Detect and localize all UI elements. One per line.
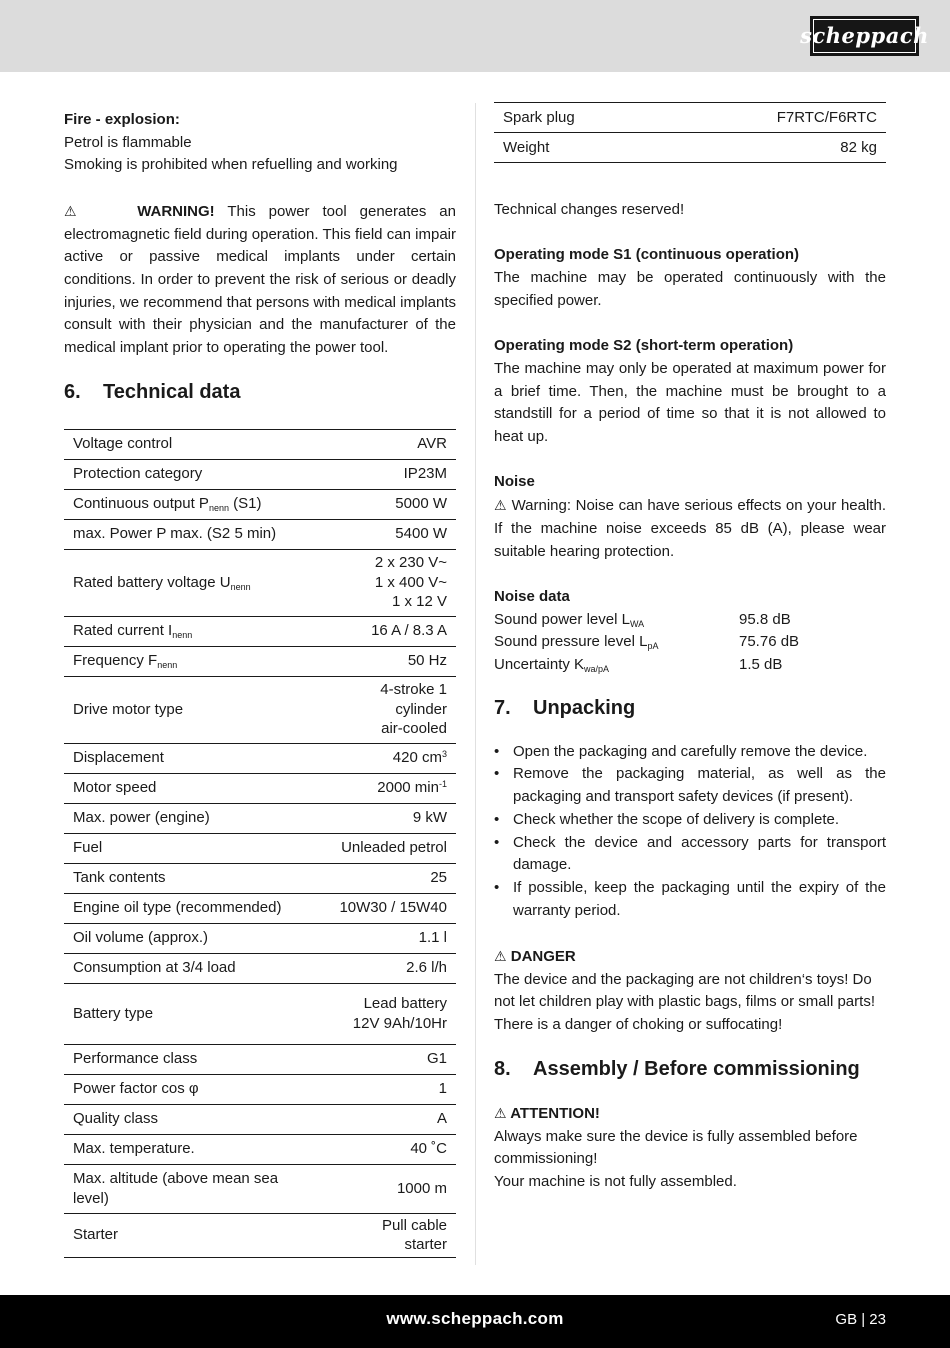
section-6-heading bbox=[64, 379, 456, 405]
technical-data-table-continued bbox=[494, 102, 886, 163]
spec-label-text: Starter bbox=[73, 1226, 119, 1244]
spec-value-text: 16 A / 8.3 A bbox=[371, 622, 447, 640]
spec-value bbox=[326, 773, 456, 803]
spec-value-line: 1 x 12 V bbox=[391, 593, 447, 611]
spec-row bbox=[64, 1134, 456, 1164]
spec-label-text: Drive motor type bbox=[73, 700, 184, 718]
spec-value bbox=[326, 429, 456, 459]
warning-triangle-icon: ⚠ bbox=[494, 497, 507, 514]
spec-row bbox=[64, 519, 456, 549]
spec-label bbox=[64, 743, 326, 773]
s2-title: Operating mode S2 (short-term operation) bbox=[494, 337, 794, 355]
noise-label-subscript: wa/pA bbox=[584, 664, 610, 674]
spec-row bbox=[64, 646, 456, 676]
spec-value-text: 2000 min bbox=[377, 779, 439, 797]
spec-value bbox=[326, 1074, 456, 1104]
spec-row bbox=[64, 1074, 456, 1104]
spec-label-text: Weight bbox=[503, 138, 550, 156]
spec-label-text: Performance class bbox=[73, 1050, 198, 1068]
spec-label-subscript: nenn bbox=[172, 630, 193, 641]
attention-label: ATTENTION! bbox=[510, 1104, 600, 1122]
unpacking-item: • Check the device and accessory parts for transport damage. bbox=[494, 832, 886, 877]
spec-value-line: Lead battery bbox=[363, 995, 447, 1013]
spec-value-text: 2.6 l/h bbox=[406, 959, 447, 977]
spec-row bbox=[64, 1044, 456, 1074]
spec-label bbox=[64, 923, 326, 953]
spec-label bbox=[64, 863, 326, 893]
spec-label bbox=[494, 103, 663, 133]
spec-label bbox=[64, 549, 326, 616]
spec-row bbox=[64, 743, 456, 773]
unpacking-item: • Open the packaging and carefully remove the device. bbox=[494, 741, 886, 764]
website-link[interactable]: www.scheppach.com bbox=[386, 1309, 564, 1328]
spec-label-text: Displacement bbox=[73, 749, 164, 767]
spec-value-line: 12V 9Ah/10Hr bbox=[352, 1014, 447, 1032]
right-column bbox=[494, 102, 886, 1194]
spec-label bbox=[64, 833, 326, 863]
spec-value-text: 5400 W bbox=[395, 525, 447, 543]
spec-label-text: Battery type bbox=[73, 1004, 154, 1022]
spec-value-text: F7RTC/F6RTC bbox=[776, 108, 877, 126]
spec-row bbox=[64, 489, 456, 519]
spec-value bbox=[326, 459, 456, 489]
technical-changes-note: Technical changes reserved! bbox=[494, 201, 685, 218]
spec-row bbox=[64, 549, 456, 616]
spec-label bbox=[64, 983, 326, 1044]
spec-label bbox=[64, 1213, 326, 1257]
spec-label bbox=[64, 1164, 326, 1213]
noise-data-title: Noise data bbox=[494, 587, 570, 605]
warning-triangle-icon: ⚠ bbox=[494, 948, 507, 965]
spec-label bbox=[64, 489, 326, 519]
spec-row bbox=[64, 459, 456, 489]
spec-label-subscript: nenn bbox=[208, 503, 229, 514]
spec-value-text: 420 cm bbox=[392, 749, 442, 767]
spec-label-text: Oil volume (approx.) bbox=[73, 929, 209, 947]
noise-data-value: 1.5 dB bbox=[739, 656, 783, 673]
spec-label bbox=[64, 893, 326, 923]
section-title: Assembly / Before commissioning bbox=[533, 1057, 860, 1080]
spec-label-text: Engine oil type (recommended) bbox=[73, 899, 282, 917]
section-title: Technical data bbox=[103, 380, 241, 403]
warning-text: This power tool generates an electromagnetic field during operation. This field can impair active or passive medical implants under certain conditions. In order to prevent the risk of serious or deadly injuries, we recommend that persons with medical implants consult with their physician and the manufacturer of the medical implant prior to operating the power tool. bbox=[64, 202, 456, 357]
spec-value bbox=[326, 646, 456, 676]
spec-value bbox=[326, 1104, 456, 1134]
spec-row bbox=[64, 676, 456, 743]
s1-text: The machine may be operated continuously with the specified power. bbox=[494, 269, 886, 309]
danger-heading bbox=[494, 945, 886, 969]
spec-value-text: 5000 W bbox=[395, 495, 447, 513]
attention-line-2: Your machine is not fully assembled. bbox=[494, 1172, 737, 1190]
spec-value bbox=[663, 133, 886, 163]
spec-label bbox=[64, 519, 326, 549]
spec-row bbox=[64, 863, 456, 893]
spec-label-text: Protection category bbox=[73, 465, 203, 483]
spec-row bbox=[64, 429, 456, 459]
spec-value-text: 10W30 / 15W40 bbox=[339, 899, 447, 917]
spec-row bbox=[494, 133, 886, 163]
section-number: 6. bbox=[64, 380, 81, 403]
spec-label-text: max. Power P max. (S2 5 min) bbox=[73, 525, 277, 543]
noise-data-value: 95.8 dB bbox=[739, 610, 791, 628]
spec-row bbox=[64, 1213, 456, 1257]
spec-value-text: 1000 m bbox=[396, 1179, 447, 1197]
spec-value bbox=[326, 549, 456, 616]
spec-label-text: Max. altitude (above mean sea level) bbox=[73, 1170, 279, 1207]
s2-text: The machine may only be operated at maximum power for a brief time. Then, the machine must be brought to a standstill for a period of time so that it is not allowed to heat up. bbox=[494, 359, 886, 445]
noise-data-list bbox=[494, 609, 886, 677]
spec-label-text: Frequency F bbox=[73, 652, 158, 670]
spec-value bbox=[326, 616, 456, 646]
spec-label-text: Quality class bbox=[73, 1110, 159, 1128]
spec-value bbox=[326, 676, 456, 743]
noise-data-label bbox=[494, 609, 739, 632]
attention-line-1: Always make sure the device is fully assembled before commissioning! bbox=[494, 1127, 858, 1168]
spec-label bbox=[64, 676, 326, 743]
noise-data-label bbox=[494, 631, 739, 654]
spec-label bbox=[64, 646, 326, 676]
spec-value-text: 1 bbox=[438, 1080, 447, 1098]
section-number: 8. bbox=[494, 1057, 511, 1080]
spec-label bbox=[494, 133, 663, 163]
spec-label-subscript: nenn bbox=[230, 581, 251, 592]
spec-value-text: G1 bbox=[426, 1050, 447, 1068]
spec-label bbox=[64, 1044, 326, 1074]
spec-value-superscript: -1 bbox=[438, 779, 447, 790]
page-number: GB | 23 bbox=[835, 1311, 886, 1328]
spec-row bbox=[64, 1164, 456, 1213]
spec-value bbox=[326, 803, 456, 833]
spec-value-line: 4-stroke 1 bbox=[380, 681, 447, 699]
spec-value-text: Unleaded petrol bbox=[341, 839, 447, 857]
unpacking-item: • Remove the packaging material, as well as the packaging and transport safety devices (if present). bbox=[494, 763, 886, 808]
spec-label-text: Motor speed bbox=[73, 779, 157, 797]
section-title: Unpacking bbox=[533, 696, 636, 719]
spec-value-text: 1.1 l bbox=[418, 929, 447, 947]
spec-value bbox=[326, 519, 456, 549]
spec-value-text: 50 Hz bbox=[407, 652, 447, 670]
spec-value-text: 9 kW bbox=[412, 809, 447, 827]
noise-data-row bbox=[494, 631, 886, 654]
spec-value-text: 40 ˚C bbox=[410, 1140, 447, 1158]
spec-label-text: Tank contents bbox=[73, 869, 166, 887]
spec-row bbox=[64, 833, 456, 863]
spec-value bbox=[326, 833, 456, 863]
spec-value-text: AVR bbox=[417, 435, 447, 453]
warning-triangle-icon: ⚠ bbox=[64, 202, 86, 219]
unpacking-item: • If possible, keep the packaging until the expiry of the warranty period. bbox=[494, 877, 886, 922]
footer-bar bbox=[0, 1295, 950, 1348]
left-column bbox=[64, 109, 456, 1258]
spec-value-text: 25 bbox=[430, 869, 447, 887]
spec-value bbox=[326, 953, 456, 983]
spec-row bbox=[64, 1104, 456, 1134]
spec-row bbox=[64, 923, 456, 953]
spec-value-text: Pull cable starter bbox=[381, 1216, 447, 1254]
noise-label-subscript: pA bbox=[647, 641, 659, 652]
spec-label-text: Rated battery voltage U bbox=[73, 573, 231, 591]
spec-row bbox=[64, 616, 456, 646]
spec-label bbox=[64, 953, 326, 983]
danger-text: The device and the packaging are not children‘s toys! Do not let children play with plastic bags, films or small parts! There is a danger of choking or suffocating! bbox=[494, 970, 875, 1034]
spec-row bbox=[64, 773, 456, 803]
spec-value bbox=[326, 1164, 456, 1213]
spec-value bbox=[663, 103, 886, 133]
spec-value-line: air-cooled bbox=[381, 720, 447, 738]
noise-data-row bbox=[494, 609, 886, 632]
spec-label-text: Voltage control bbox=[73, 435, 173, 453]
noise-label-subscript: WA bbox=[629, 618, 645, 629]
spec-row bbox=[64, 953, 456, 983]
noise-title: Noise bbox=[494, 473, 535, 491]
warning-triangle-icon: ⚠ bbox=[494, 1104, 507, 1121]
technical-data-table bbox=[64, 429, 456, 1258]
spec-row bbox=[64, 803, 456, 833]
spec-label-subscript: nenn bbox=[157, 660, 178, 671]
spec-label-text: Max. temperature. bbox=[73, 1140, 195, 1158]
spec-label-text: Continuous output P bbox=[73, 495, 209, 513]
spec-label bbox=[64, 803, 326, 833]
spec-label bbox=[64, 616, 326, 646]
danger-label: DANGER bbox=[510, 948, 576, 966]
warning-label: WARNING! bbox=[137, 202, 215, 220]
unpacking-list bbox=[494, 741, 886, 923]
noise-label-text: Sound power level L bbox=[494, 610, 630, 628]
spec-label bbox=[64, 429, 326, 459]
spec-value bbox=[326, 1044, 456, 1074]
scheppach-logo: scheppach bbox=[810, 16, 919, 56]
spec-value bbox=[326, 983, 456, 1044]
spec-label-text: Spark plug bbox=[503, 108, 575, 126]
header-bar bbox=[0, 0, 950, 72]
spec-value bbox=[326, 1134, 456, 1164]
spec-label bbox=[64, 1074, 326, 1104]
spec-value bbox=[326, 863, 456, 893]
fire-explosion-title: Fire - explosion: bbox=[64, 111, 180, 128]
noise-label-text: Sound pressure level L bbox=[494, 633, 648, 651]
spec-value-line: 1 x 400 V~ bbox=[374, 573, 447, 591]
fire-line-2: Smoking is prohibited when refuelling and working bbox=[64, 156, 398, 174]
spec-value-text: IP23M bbox=[403, 465, 447, 483]
spec-row bbox=[64, 983, 456, 1044]
spec-label bbox=[64, 459, 326, 489]
spec-label-text: Power factor cos φ bbox=[73, 1080, 199, 1098]
column-divider bbox=[475, 103, 476, 1265]
noise-warning bbox=[494, 494, 886, 563]
spec-value bbox=[326, 743, 456, 773]
attention-heading bbox=[494, 1102, 886, 1126]
noise-data-row bbox=[494, 654, 886, 677]
spec-value-line: cylinder bbox=[395, 700, 447, 718]
spec-value bbox=[326, 489, 456, 519]
s1-title: Operating mode S1 (continuous operation) bbox=[494, 246, 800, 264]
noise-data-label bbox=[494, 654, 739, 677]
spec-value-superscript: 3 bbox=[441, 749, 447, 760]
spec-value bbox=[326, 1213, 456, 1257]
spec-label-text: Fuel bbox=[73, 839, 103, 857]
spec-value bbox=[326, 923, 456, 953]
spec-value-text: A bbox=[436, 1110, 447, 1128]
spec-label bbox=[64, 1104, 326, 1134]
spec-label bbox=[64, 1134, 326, 1164]
fire-line-1: Petrol is flammable bbox=[64, 133, 192, 151]
section-number: 7. bbox=[494, 696, 511, 719]
section-8-heading bbox=[494, 1056, 886, 1082]
spec-value bbox=[326, 893, 456, 923]
spec-label-tail: (S1) bbox=[228, 495, 262, 513]
noise-data-value: 75.76 dB bbox=[739, 633, 800, 651]
spec-value-text: 82 kg bbox=[840, 138, 877, 156]
spec-label-text: Max. power (engine) bbox=[73, 809, 210, 827]
noise-warning-text: Warning: Noise can have serious effects on your health. If the machine noise exceeds 85 dB (A), please wear suitable hearing protection. bbox=[494, 497, 886, 560]
spec-label-text: Consumption at 3/4 load bbox=[73, 959, 236, 977]
spec-row bbox=[494, 103, 886, 133]
emf-warning-paragraph bbox=[64, 200, 456, 360]
spec-label bbox=[64, 773, 326, 803]
spec-label-text: Rated current I bbox=[73, 622, 173, 640]
unpacking-item: • Check whether the scope of delivery is complete. bbox=[494, 809, 886, 832]
section-7-heading bbox=[494, 695, 886, 721]
spec-value-line: 2 x 230 V~ bbox=[374, 554, 447, 572]
noise-label-text: Uncertainty K bbox=[494, 656, 585, 673]
spec-row bbox=[64, 893, 456, 923]
